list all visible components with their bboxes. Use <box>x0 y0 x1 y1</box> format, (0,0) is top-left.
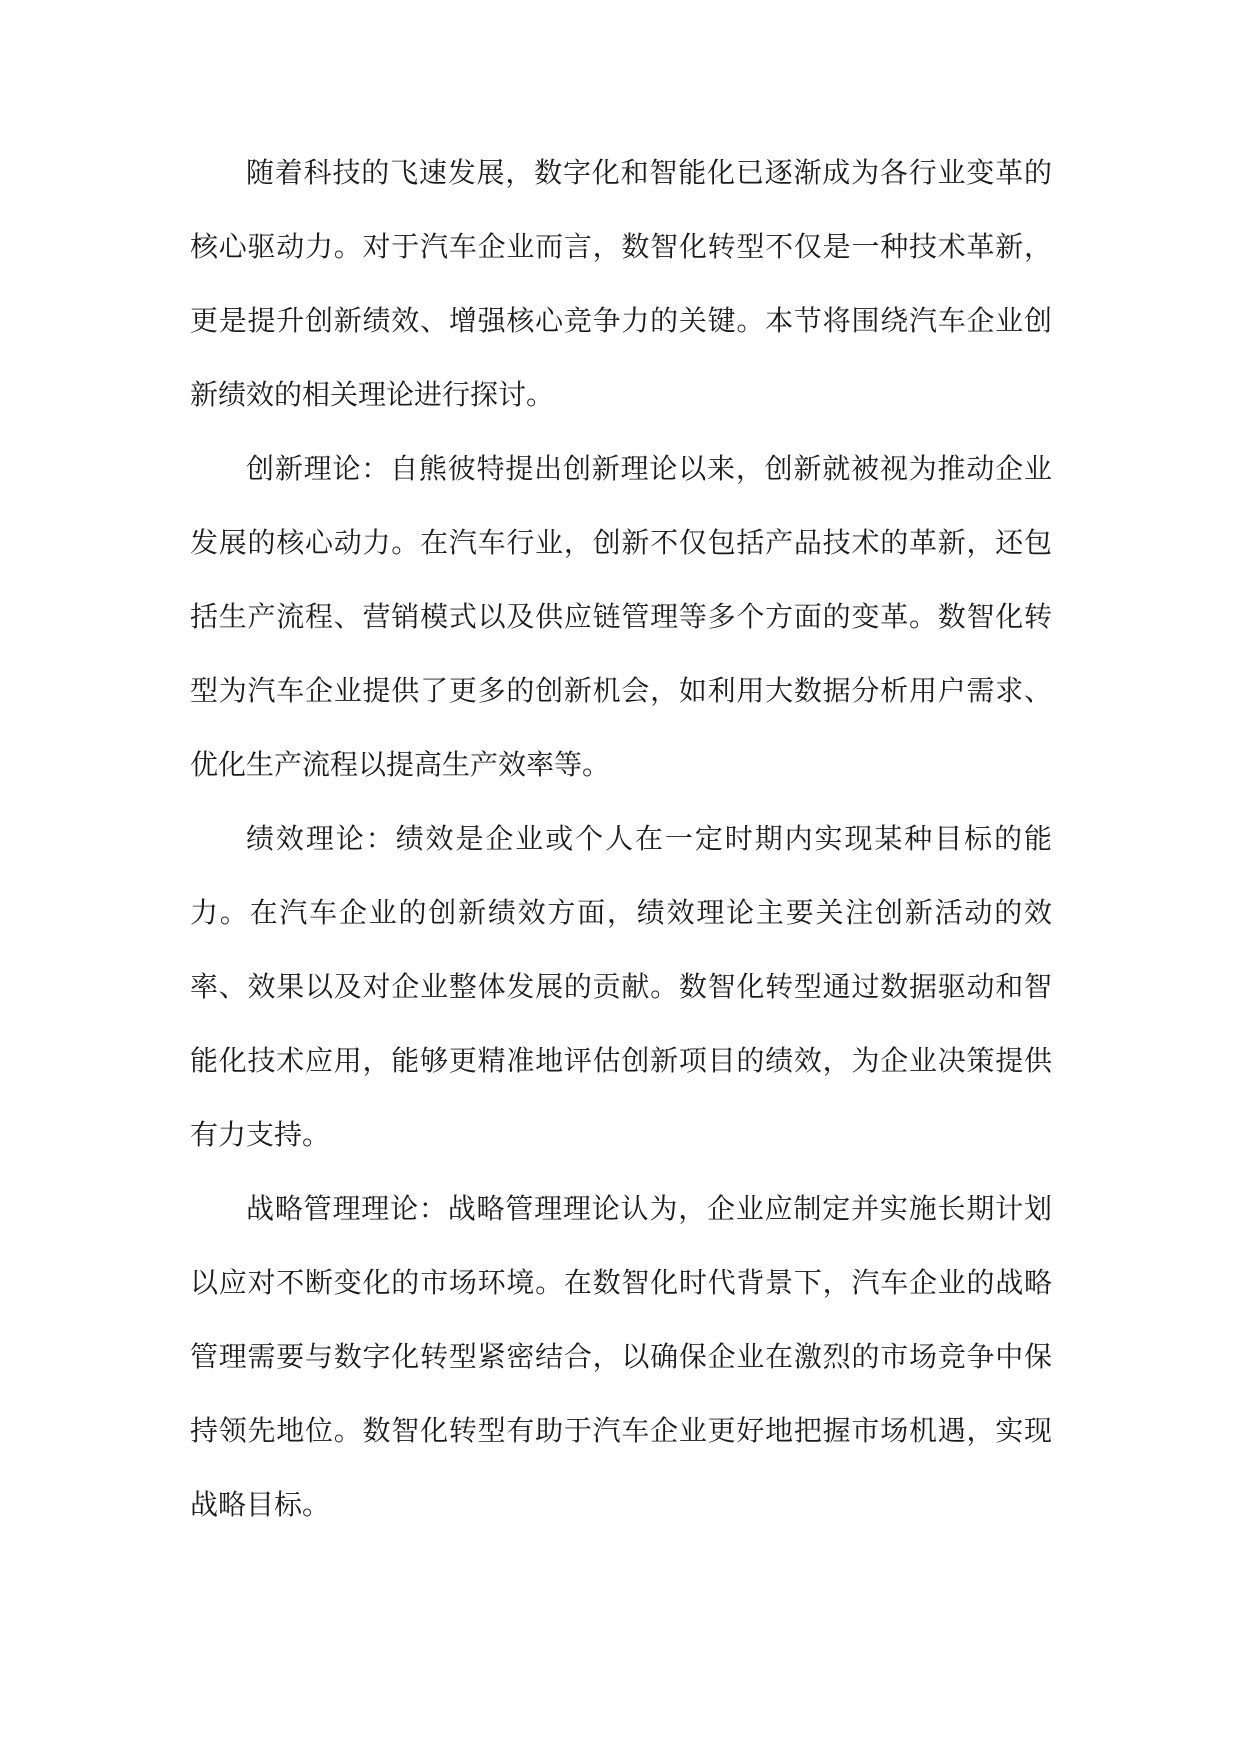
paragraph-performance-theory: 绩效理论：绩效是企业或个人在一定时期内实现某种目标的能力。在汽车企业的创新绩效方面，绩效理论主要关注创新活动的效率、效果以及对企业整体发展的贡献。数智化转型通过数据驱动和智能化技术应用，能够更精准地评估创新项目的绩效，为企业决策提供有力支持。 <box>190 822 1052 1151</box>
document-body <box>190 136 1052 1542</box>
paragraph-innovation-theory: 创新理论：自熊彼特提出创新理论以来，创新就被视为推动企业发展的核心动力。在汽车行业，创新不仅包括产品技术的革新，还包括生产流程、营销模式以及供应链管理等多个方面的变革。数智化转型为汽车企业提供了更多的创新机会，如利用大数据分析用户需求、优化生产流程以提高生产效率等。 <box>190 452 1052 781</box>
paragraph-strategic-management-theory: 战略管理理论：战略管理理论认为，企业应制定并实施长期计划以应对不断变化的市场环境。在数智化时代背景下，汽车企业的战略管理需要与数字化转型紧密结合，以确保企业在激烈的市场竞争中保持领先地位。数智化转型有助于汽车企业更好地把握市场机遇，实现战略目标。 <box>190 1192 1052 1521</box>
paragraph-intro: 随着科技的飞速发展，数字化和智能化已逐渐成为各行业变革的核心驱动力。对于汽车企业而言，数智化转型不仅是一种技术革新，更是提升创新绩效、增强核心竞争力的关键。本节将围绕汽车企业创新绩效的相关理论进行探讨。 <box>190 156 1052 411</box>
